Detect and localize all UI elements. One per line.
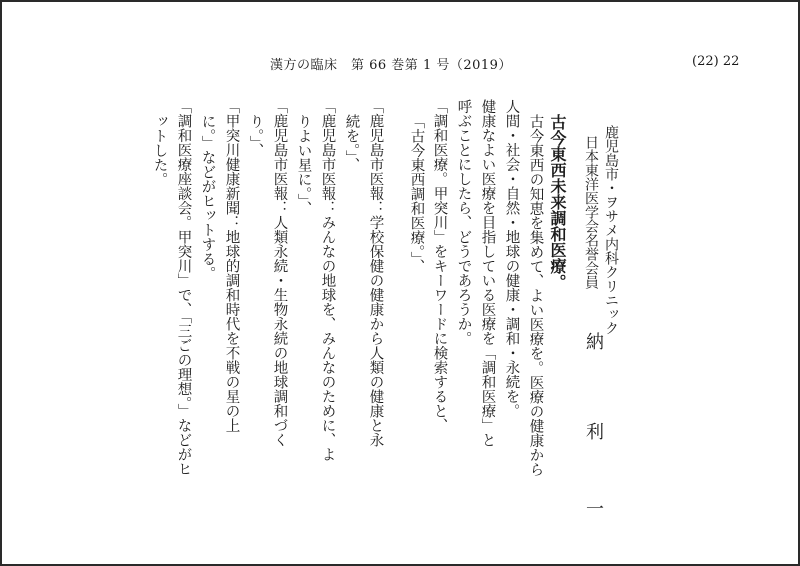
body-line: 「古今東西調和医療。」、 — [408, 114, 425, 274]
affiliation-clinic: 鹿児島市・ヲサメ内科クリニック — [603, 125, 619, 335]
author-given-name-1: 利 — [583, 422, 604, 440]
body-line: りよい星に。」、 — [295, 114, 312, 216]
body-line: 「甲突川健康新聞：地球的調和時代を不戦の星の上 — [223, 99, 240, 433]
body-line: 古今東西の知恵を集めて、よい医療を。医療の健康から — [527, 114, 544, 477]
author-surname: 納 — [583, 332, 604, 350]
body-line: 続を。」、 — [343, 114, 360, 172]
body-line: 「鹿児島市医報：人類永続・生物永続の地球調和づく — [271, 99, 288, 447]
running-header: 漢方の臨床 第 66 巻第 1 号（2019） — [270, 58, 512, 73]
body-line: 人間・社会・自然・地球の健康・調和・永続を。 — [503, 99, 520, 418]
body-line: 健康なよい医療を目指している医療を「調和医療」と — [479, 99, 496, 447]
body-line: 呼ぶことにしたら、どうであろうか。 — [455, 99, 472, 346]
affiliation-society: 日本東洋医学会名誉会員 — [583, 135, 599, 289]
body-line: 「鹿児島市医報：みんなの地球を、みんなのために、よ — [319, 99, 336, 462]
body-line: り。」、 — [247, 114, 264, 158]
body-line: 「調和医療座談会。甲突川」で、「三ごの理想。」などがヒ — [175, 99, 192, 476]
body-line: に。」などがヒットする。 — [199, 114, 216, 281]
page-number: (22) 22 — [692, 54, 740, 69]
body-line: ットした。 — [151, 114, 168, 187]
body-line: 「鹿児島市医報：学校保健の健康から人類の健康と永 — [367, 99, 384, 447]
author-given-name-2: 一 — [583, 499, 604, 517]
body-line: 「調和医療。甲突川」をキーワードに検索すると、 — [431, 99, 448, 433]
article-title: 古今東西未来調和医療。 — [548, 114, 567, 290]
